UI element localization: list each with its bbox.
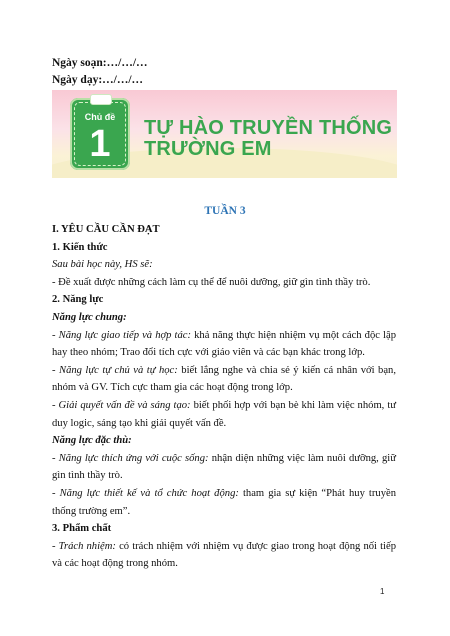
lesson-body (52, 221, 396, 573)
item-label: - Năng lực giao tiếp và hợp tác: (52, 329, 192, 341)
teach-date: Ngày dạy:…/…/… (52, 74, 144, 86)
general-competency-heading: Năng lực chung: (52, 311, 127, 323)
banner-title (144, 118, 394, 160)
knowledge-item: - Đề xuất được những cách làm cụ thể để nuôi dưỡng, giữ gìn tình thầy trò. (52, 276, 371, 288)
item-text: biết phối hợp với bạn bè khi làm việc nhóm, tư duy logic, sáng tạo khi giải quyết vấn đề. (52, 399, 396, 429)
general-item (52, 397, 396, 432)
knowledge-intro: Sau bài học này, HS sẽ: (52, 259, 153, 271)
competency-heading: 2. Năng lực (52, 294, 104, 306)
item-text: có trách nhiệm với nhiệm vụ được giao trong hoạt động nối tiếp và các hoạt động trong nhóm. (52, 540, 396, 570)
prep-date: Ngày soạn:…/…/… (52, 57, 148, 69)
item-text: biết lắng nghe và chia sẻ ý kiến cá nhân với bạn, nhóm và GV. Tích cực tham gia các hoạt động trong lớp. (52, 364, 396, 394)
banner-title-line1: TỰ HÀO TRUYỀN THỐNG (144, 117, 393, 139)
badge-label: Chủ đề (84, 112, 116, 122)
item-label: - Giải quyết vấn đề và sáng tạo: (52, 399, 191, 411)
quality-item (52, 538, 396, 573)
badge-number: 1 (89, 123, 111, 165)
banner-title-line2: TRƯỜNG EM (144, 138, 272, 160)
specific-item (52, 450, 396, 485)
item-text: khả năng thực hiện nhiệm vụ một cách độc lập hay theo nhóm; Trao đổi tích cực với giáo viên và các bạn khác trong lớp. (52, 329, 396, 359)
item-label: - Năng lực thích ứng với cuộc sống: (52, 452, 209, 464)
knowledge-heading: 1. Kiến thức (52, 241, 108, 253)
specific-item (52, 485, 396, 520)
item-label: - Năng lực thiết kế và tổ chức hoạt động: (52, 487, 239, 499)
general-item (52, 362, 396, 397)
page-number: 1 (380, 587, 385, 596)
week-heading: TUẦN 3 (204, 205, 246, 217)
section-heading: I. YÊU CẦU CẦN ĐẠT (52, 224, 160, 235)
badge-tab-decoration (90, 94, 112, 105)
item-text: tham gia sự kiện “Phát huy truyền thống trường em”. (52, 487, 397, 517)
topic-banner (52, 90, 397, 178)
specific-competency-heading: Năng lực đặc thù: (52, 435, 132, 447)
quality-heading: 3. Phẩm chất (52, 523, 112, 535)
item-text: nhận diện những việc làm nuôi dưỡng, giữ gìn tình thầy trò. (52, 452, 396, 482)
item-label: - Năng lực tự chủ và tự học: (52, 364, 178, 376)
topic-badge (70, 98, 130, 170)
general-item (52, 327, 396, 362)
item-label: - Trách nhiệm: (52, 540, 116, 552)
